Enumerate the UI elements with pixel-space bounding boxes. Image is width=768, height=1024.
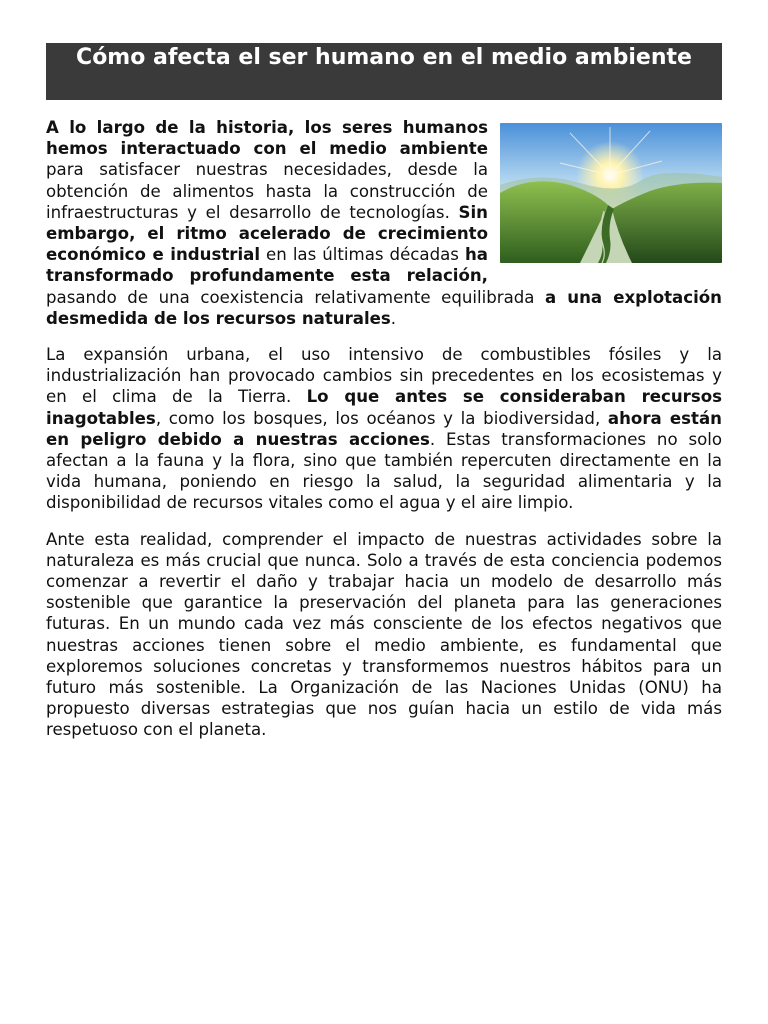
- text-run: , como los bosques, los océanos y la biodiversidad,: [155, 408, 608, 428]
- bold-phrase: ahora están en peligro debido a nuestras acciones: [46, 408, 722, 449]
- text-run: pasando de una coexistencia relativamente equilibrada: [46, 287, 546, 307]
- paragraph-3: [46, 529, 722, 741]
- landscape-photo-icon: [500, 123, 722, 263]
- page-title: Cómo afecta el ser humano en el medio ambiente: [46, 43, 722, 100]
- bold-phrase: Lo que antes se consideraban recursos inagotables: [46, 387, 723, 428]
- text-run: .: [390, 308, 397, 328]
- text-run: La expansión urbana, el uso intensivo de combustibles fósiles y la industrialización han provocado cambios sin precedentes en los ecosistemas y en el clima de la Tierra.: [46, 345, 722, 407]
- bold-phrase: a una explotación desmedida de los recursos naturales: [46, 287, 722, 328]
- text-run: Ante esta realidad, comprender el impacto de nuestras actividades sobre la naturaleza es más crucial que nunca. Solo a través de esta conciencia podemos comenzar a revertir el daño y trabajar hacia un modelo de desarrollo más sostenible que garantice la preservación del planeta para las generaciones futuras. En un mundo cada vez más consciente de los efectos negativos que nuestras acciones tienen sobre el medio ambiente, es fundamental que exploremos soluciones concretas y transformemos nuestros hábitos para un futuro más sostenible. La Organización de las Naciones Unidas (ONU) ha propuesto diversas estrategias que nos guían hacia un estilo de vida más respetuoso con el planeta.: [46, 529, 722, 740]
- paragraph-2: [46, 344, 722, 514]
- bold-phrase: A lo largo de la historia, los seres humanos hemos interactuado con el medio ambiente: [46, 118, 488, 159]
- text-run: en las últimas décadas: [260, 245, 465, 265]
- paragraph-1: [46, 117, 722, 329]
- bold-phrase: ha transformado profundamente esta relación,: [46, 245, 488, 286]
- bold-phrase: Sin embargo, el ritmo acelerado de crecimiento económico e industrial: [46, 202, 488, 265]
- document-body: [46, 117, 722, 756]
- text-run: para satisfacer nuestras necesidades, desde la obtención de alimentos hasta la construcción de infraestructuras y el desarrollo de tecnologías.: [46, 160, 488, 222]
- text-run: . Estas transformaciones no solo afectan a la fauna y la flora, sino que también repercuten directamente en la vida humana, poniendo en riesgo la salud, la seguridad alimentaria y la disponibilidad de recursos vitales como el agua y el aire limpio.: [46, 429, 723, 513]
